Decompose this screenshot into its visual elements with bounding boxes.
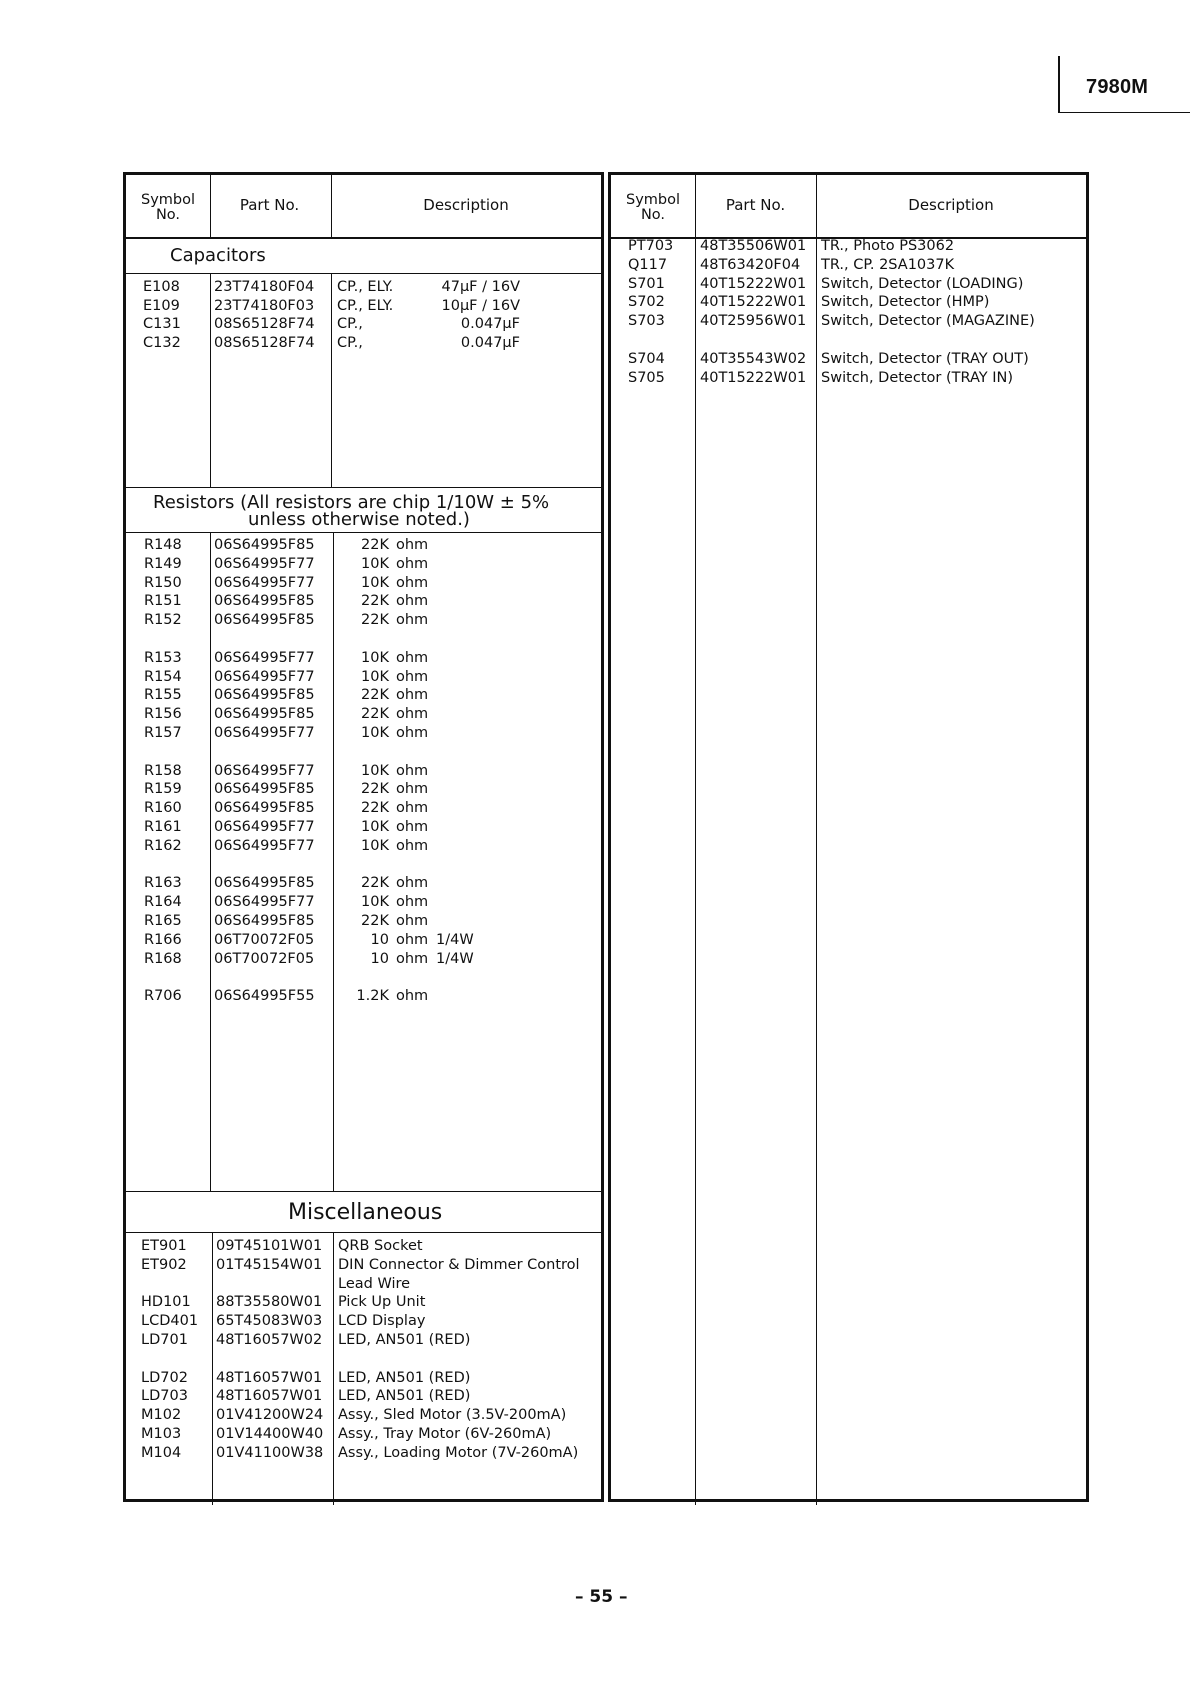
- part-no: 88T35580W01: [216, 1294, 323, 1311]
- resistance-value: 10K: [361, 762, 389, 779]
- resistance-unit: ohm: [396, 574, 429, 591]
- description: Lead Wire: [338, 1275, 411, 1292]
- table-header: [611, 175, 1086, 239]
- resistance-unit: ohm: [396, 894, 429, 911]
- symbol-no: R164: [144, 894, 182, 911]
- col-divider: [212, 1233, 213, 1505]
- resistance-unit: ohm: [396, 537, 429, 553]
- symbol-no: S704: [628, 350, 665, 367]
- symbol-no: ET902: [141, 1256, 187, 1273]
- power-rating: 1/4W: [436, 950, 474, 967]
- part-no: 06S64995F85: [214, 913, 315, 929]
- description: LCD Display: [338, 1313, 426, 1330]
- symbol-no: E108: [143, 279, 180, 295]
- resistance-value: 22K: [361, 913, 389, 929]
- part-no: 06S64995F85: [214, 612, 315, 629]
- col-divider: [210, 274, 211, 487]
- description: CP., ELY.: [337, 279, 394, 295]
- part-no: 23T74180F04: [214, 279, 315, 295]
- resistance-unit: ohm: [396, 762, 429, 779]
- part-no: 01T45154W01: [216, 1256, 323, 1273]
- description: LED, AN501 (RED): [338, 1369, 471, 1386]
- resistance-value: 10K: [361, 837, 389, 854]
- model-code: 7980M: [1086, 76, 1149, 98]
- part-no: 06S64995F77: [214, 668, 315, 685]
- col-divider: [333, 533, 334, 1191]
- symbol-no: R165: [144, 913, 182, 929]
- part-no: 48T35506W01: [700, 238, 807, 254]
- part-no: 40T25956W01: [700, 313, 807, 330]
- resistance-unit: ohm: [396, 706, 429, 723]
- resistance-value: 22K: [361, 706, 389, 723]
- resistance-unit: ohm: [396, 687, 429, 704]
- description: Pick Up Unit: [338, 1294, 426, 1311]
- resistance-value: 10K: [361, 819, 389, 835]
- resistance-unit: ohm: [396, 988, 429, 1005]
- resistors-title-line2: unless otherwise noted.): [248, 509, 470, 530]
- resistance-value: 22K: [361, 781, 389, 798]
- part-no: 06S64995F85: [214, 537, 315, 553]
- description: TR., Photo PS3062: [821, 238, 955, 254]
- header-symbol: Symbol No.: [625, 192, 680, 223]
- resistance-unit: ohm: [396, 612, 429, 629]
- resistance-value: 22K: [361, 612, 389, 629]
- part-no: 08S65128F74: [214, 335, 315, 352]
- part-no: 01V41100W38: [216, 1444, 324, 1461]
- part-no: 40T15222W01: [700, 294, 807, 311]
- description: Switch, Detector (TRAY IN): [821, 369, 1013, 386]
- resistance-value: 1.2K: [356, 988, 389, 1005]
- part-no: 06S64995F55: [214, 988, 315, 1005]
- symbol-no: R154: [144, 668, 182, 685]
- part-no: 01V41200W24: [216, 1407, 324, 1424]
- description: TR., CP. 2SA1037K: [821, 256, 955, 273]
- symbol-no: C132: [143, 335, 181, 352]
- description: LED, AN501 (RED): [338, 1388, 471, 1405]
- section-divider: [126, 532, 601, 533]
- part-no: 06S64995F85: [214, 875, 315, 892]
- col-divider: [210, 175, 211, 237]
- symbol-no: LD702: [141, 1369, 188, 1386]
- description: DIN Connector & Dimmer Control: [338, 1256, 580, 1273]
- col-divider: [816, 175, 817, 1505]
- part-no: 06S64995F77: [214, 762, 315, 779]
- symbol-no: R155: [144, 687, 182, 704]
- resistance-value: 10K: [361, 668, 389, 685]
- symbol-no: ET901: [141, 1238, 187, 1254]
- symbol-no: R151: [144, 593, 182, 610]
- capacitors-title: Capacitors: [170, 245, 266, 266]
- resistance-value: 10K: [361, 649, 389, 666]
- symbol-no: R158: [144, 762, 182, 779]
- symbol-no: R157: [144, 725, 182, 741]
- symbol-no: M102: [141, 1407, 182, 1424]
- resistance-value: 10K: [361, 725, 389, 741]
- resistance-value: 10K: [361, 555, 389, 572]
- section-divider: [126, 487, 601, 488]
- symbol-no: S703: [628, 313, 665, 330]
- part-no: 06S64995F77: [214, 837, 315, 854]
- symbol-no: R163: [144, 875, 182, 892]
- part-no: 06S64995F77: [214, 894, 315, 911]
- description: Switch, Detector (TRAY OUT): [821, 350, 1029, 367]
- resistance-value: 22K: [361, 875, 389, 892]
- value: 10μF / 16V: [441, 297, 520, 314]
- symbol-no: PT703: [628, 238, 674, 254]
- table-header: [126, 175, 601, 239]
- part-no: 06S64995F85: [214, 706, 315, 723]
- description: Assy., Tray Motor (6V-260mA): [338, 1426, 552, 1442]
- resistance-unit: ohm: [396, 555, 429, 572]
- part-no: 48T16057W02: [216, 1332, 323, 1348]
- resistance-unit: ohm: [396, 668, 429, 685]
- symbol-no: R166: [144, 931, 182, 948]
- value: 0.047μF: [460, 316, 520, 333]
- symbol-no: R149: [144, 555, 182, 572]
- resistance-value: 22K: [361, 537, 389, 553]
- value: 47μF / 16V: [441, 279, 520, 295]
- symbol-no: C131: [143, 316, 181, 333]
- description: Switch, Detector (MAGAZINE): [821, 313, 1035, 330]
- symbol-no: R153: [144, 649, 182, 666]
- header-description: Description: [423, 196, 509, 214]
- resistance-unit: ohm: [396, 649, 429, 666]
- description: Switch, Detector (LOADING): [821, 275, 1024, 292]
- part-no: 40T15222W01: [700, 369, 807, 386]
- symbol-no: R706: [144, 988, 182, 1005]
- symbol-no: R168: [144, 950, 182, 967]
- symbol-no: S701: [628, 275, 665, 292]
- value: 0.047μF: [460, 335, 520, 352]
- col-divider: [210, 533, 211, 1191]
- symbol-no: LD701: [141, 1332, 188, 1348]
- resistance-unit: ohm: [396, 913, 429, 929]
- resistance-unit: ohm: [396, 931, 429, 948]
- resistance-value: 22K: [361, 800, 389, 817]
- part-no: 06S64995F77: [214, 819, 315, 835]
- resistance-unit: ohm: [396, 725, 429, 741]
- resistance-value: 10K: [361, 894, 389, 911]
- symbol-no: R162: [144, 837, 182, 854]
- part-no: 23T74180F03: [214, 297, 315, 314]
- part-no: 40T35543W02: [700, 350, 807, 367]
- part-no: 48T63420F04: [700, 256, 801, 273]
- symbol-no: R148: [144, 537, 182, 553]
- col-divider: [331, 274, 332, 487]
- col-divider: [331, 175, 332, 237]
- part-no: 09T45101W01: [216, 1238, 323, 1254]
- part-no: 06S64995F85: [214, 687, 315, 704]
- symbol-no: R161: [144, 819, 182, 835]
- part-no: 06S64995F85: [214, 800, 315, 817]
- part-no: 06S64995F77: [214, 574, 315, 591]
- symbol-no: M104: [141, 1444, 182, 1461]
- description: Assy., Loading Motor (7V-260mA): [338, 1444, 579, 1461]
- part-no: 48T16057W01: [216, 1369, 323, 1386]
- part-no: 48T16057W01: [216, 1388, 323, 1405]
- part-no: 06S64995F77: [214, 725, 315, 741]
- resistance-unit: ohm: [396, 593, 429, 610]
- symbol-no: R159: [144, 781, 182, 798]
- resistance-unit: ohm: [396, 875, 429, 892]
- parts-table-right: [608, 172, 1089, 1502]
- part-no: 06S64995F85: [214, 781, 315, 798]
- header-description: Description: [908, 196, 994, 214]
- symbol-no: HD101: [141, 1294, 191, 1311]
- symbol-no: R156: [144, 706, 182, 723]
- resistors-title-line1: Resistors (All resistors are chip 1/10W ± 5%: [153, 492, 550, 513]
- symbol-no: LCD401: [141, 1313, 199, 1330]
- part-no: 01V14400W40: [216, 1426, 324, 1442]
- part-no: 65T45083W03: [216, 1313, 323, 1330]
- resistance-value: 10K: [361, 574, 389, 591]
- symbol-no: E109: [143, 297, 180, 314]
- part-no: 06S64995F77: [214, 649, 315, 666]
- resistance-value: 10: [370, 950, 389, 967]
- header-part-no: Part No.: [239, 196, 300, 214]
- symbol-no: Q117: [628, 256, 668, 273]
- description: Assy., Sled Motor (3.5V-200mA): [338, 1407, 567, 1424]
- part-no: 06T70072F05: [214, 950, 315, 967]
- col-divider: [695, 175, 696, 1505]
- symbol-no: R160: [144, 800, 182, 817]
- resistance-unit: ohm: [396, 837, 429, 854]
- header-part-no: Part No.: [725, 196, 786, 214]
- resistance-unit: ohm: [396, 800, 429, 817]
- symbol-no: M103: [141, 1426, 182, 1442]
- description: CP.,: [337, 335, 363, 352]
- resistance-value: 22K: [361, 687, 389, 704]
- part-no: 06T70072F05: [214, 931, 315, 948]
- section-divider: [126, 273, 601, 274]
- part-no: 08S65128F74: [214, 316, 315, 333]
- description: QRB Socket: [338, 1238, 423, 1254]
- resistance-unit: ohm: [396, 781, 429, 798]
- description: Switch, Detector (HMP): [821, 294, 990, 311]
- page-number: – 55 –: [575, 1587, 628, 1607]
- resistance-value: 10: [370, 931, 389, 948]
- col-divider: [333, 1233, 334, 1505]
- symbol-no: S702: [628, 294, 665, 311]
- part-no: 06S64995F77: [214, 555, 315, 572]
- section-divider: [126, 1232, 601, 1233]
- description: CP., ELY.: [337, 297, 394, 314]
- symbol-no: R152: [144, 612, 182, 629]
- symbol-no: S705: [628, 369, 665, 386]
- power-rating: 1/4W: [436, 931, 474, 948]
- part-no: 06S64995F85: [214, 593, 315, 610]
- description: CP.,: [337, 316, 363, 333]
- parts-table-left: [123, 172, 604, 1502]
- header-symbol: Symbol No.: [140, 192, 195, 223]
- section-divider: [126, 1191, 601, 1192]
- misc-title: Miscellaneous: [288, 1200, 443, 1225]
- resistance-unit: ohm: [396, 950, 429, 967]
- resistance-unit: ohm: [396, 819, 429, 835]
- symbol-no: R150: [144, 574, 182, 591]
- symbol-no: LD703: [141, 1388, 188, 1405]
- part-no: 40T15222W01: [700, 275, 807, 292]
- description: LED, AN501 (RED): [338, 1332, 471, 1348]
- resistance-value: 22K: [361, 593, 389, 610]
